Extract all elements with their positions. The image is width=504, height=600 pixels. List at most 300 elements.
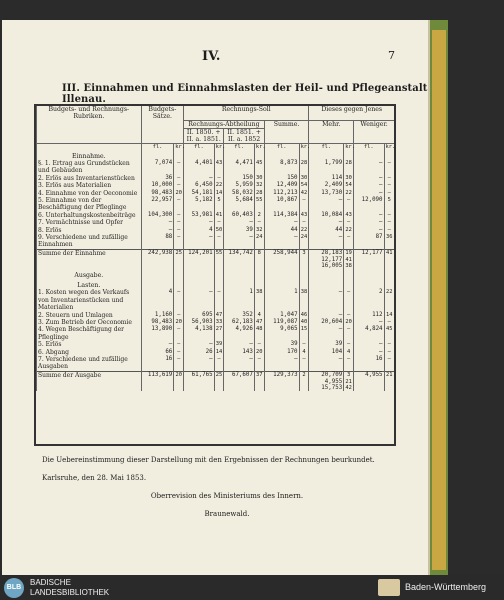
cell-b: 5,684 bbox=[224, 197, 255, 212]
cell-bk: 20 bbox=[175, 318, 182, 325]
section-lasten: Lasten. bbox=[37, 279, 142, 289]
cell-m: 20,604 bbox=[309, 319, 344, 326]
table-row bbox=[37, 356, 395, 371]
cell-s: 39 bbox=[264, 341, 299, 348]
cell-bk2: 55 bbox=[254, 197, 264, 212]
cell-b: — bbox=[224, 341, 255, 348]
cell-a: 695 bbox=[184, 312, 215, 319]
cell-bk: — bbox=[174, 341, 184, 348]
table-row bbox=[37, 234, 395, 249]
cell-sk: 15 bbox=[299, 326, 309, 341]
cell-budget: — bbox=[141, 219, 174, 226]
cell-budget: 4 bbox=[141, 289, 174, 311]
cell-bk: — bbox=[174, 219, 184, 226]
cell-m: — bbox=[309, 289, 344, 311]
cell-wk: — bbox=[384, 219, 394, 226]
cell-a: — bbox=[184, 341, 215, 348]
cell-mk: — bbox=[344, 289, 354, 311]
header-col-1851: II. 1851. + II. a. 1852 bbox=[224, 129, 264, 144]
header-rechnungs-soll: Rechnungs-Soll bbox=[184, 106, 309, 121]
cell-s: 9,065 bbox=[264, 326, 299, 341]
cell-w: 2 bbox=[354, 289, 385, 311]
cell-wk: 5 bbox=[384, 197, 394, 212]
row-description: 2. Steuern und Umlagen bbox=[37, 312, 142, 319]
cell-ak: — bbox=[214, 356, 224, 371]
cell-a: 56,903 bbox=[184, 319, 215, 326]
cell-s: 114,384 bbox=[264, 212, 299, 219]
cell-m: — bbox=[309, 326, 344, 341]
book-binding bbox=[432, 30, 446, 570]
cell-mk: 19 bbox=[345, 249, 352, 256]
cell-bk: — bbox=[174, 212, 184, 219]
cell-bk: — bbox=[174, 356, 184, 371]
cell-ak: 14 bbox=[215, 189, 223, 196]
cell-a: 54,181 bbox=[184, 190, 215, 197]
cell-bk2: 45 bbox=[254, 160, 264, 175]
cell-sk: 30 bbox=[300, 174, 308, 181]
row-description: Summe der Ausgabe bbox=[37, 371, 142, 379]
cell-budget: 66 bbox=[141, 349, 174, 356]
cell-ak: 5 bbox=[214, 197, 224, 212]
cell-bk2: 2 bbox=[254, 212, 264, 219]
table-row bbox=[37, 319, 395, 326]
cell-bk2: 8 bbox=[254, 249, 264, 257]
unit-kr: kr. bbox=[215, 144, 226, 150]
row-description: 6. Abgang bbox=[37, 349, 142, 356]
cell-mk: — bbox=[344, 234, 354, 249]
row-description: 3. Zum Betrieb der Oeconomie bbox=[37, 319, 142, 326]
cell-m: 28,183 bbox=[309, 249, 344, 257]
table-row bbox=[37, 289, 395, 311]
cell-a: 124,201 bbox=[184, 249, 215, 257]
header-col-1850: II. 1850. + II. a. 1851. bbox=[184, 129, 224, 144]
cell-budget: 88 bbox=[141, 234, 174, 249]
cell-ak: — bbox=[214, 219, 224, 226]
page-number: 7 bbox=[388, 49, 395, 62]
cell-wk: — bbox=[384, 227, 394, 234]
row-description: §. 1. Ertrag aus Grundstücken und Gebäuden bbox=[37, 160, 142, 175]
cell-a: 53,981 bbox=[184, 212, 215, 219]
cell-w: 4,955 bbox=[354, 371, 385, 379]
blb-name bbox=[30, 578, 109, 598]
table-row bbox=[37, 212, 395, 219]
bw-name: Baden-Württemberg bbox=[405, 582, 487, 592]
cell-ak: 55 bbox=[215, 249, 223, 256]
cell-a: — bbox=[184, 219, 215, 226]
cell-s: 170 bbox=[264, 349, 299, 356]
header-mehr: Mehr. bbox=[309, 121, 354, 144]
cell-budget: 13,890 bbox=[141, 326, 174, 341]
cell-ak: 43 bbox=[214, 160, 224, 175]
cell-mk: 4 bbox=[344, 349, 354, 356]
cell-m: 1,799 bbox=[309, 160, 344, 175]
cell-m: — bbox=[309, 219, 344, 226]
cell-sk: 43 bbox=[300, 211, 308, 218]
cell-bk2: 28 bbox=[256, 189, 263, 196]
table-row bbox=[37, 326, 395, 341]
cell-a: 5,182 bbox=[184, 197, 215, 212]
cell-b: 5,959 bbox=[224, 182, 255, 189]
cell-s: — bbox=[264, 219, 299, 226]
cell-budget: 22,957 bbox=[141, 197, 174, 212]
unit-fl: fl. bbox=[354, 144, 385, 151]
cell-ak: 50 bbox=[215, 226, 223, 233]
cell-mk: 54 bbox=[345, 182, 352, 189]
unit-fl: fl. bbox=[264, 144, 299, 151]
cell-w: 16 bbox=[354, 356, 385, 371]
cell-m: 4,955 bbox=[309, 379, 344, 385]
cell-budget: 1,160 bbox=[141, 312, 174, 319]
unit-fl: fl. bbox=[224, 144, 255, 151]
cell-mk: 30 bbox=[345, 174, 352, 181]
cell-w: — bbox=[354, 219, 385, 226]
cell-wk: — bbox=[384, 319, 394, 326]
cell-mk: 3 bbox=[344, 371, 354, 379]
cell-m: — bbox=[309, 197, 344, 212]
cell-a: 6,450 bbox=[184, 182, 215, 189]
cell-w: — bbox=[354, 175, 385, 182]
cell-bk2: — bbox=[254, 219, 264, 226]
cell-wk: — bbox=[384, 212, 394, 219]
cell-a: — bbox=[184, 356, 215, 371]
cell-mk: — bbox=[344, 356, 354, 371]
cell-bk: — bbox=[174, 227, 184, 234]
cell-budget: 36 bbox=[141, 175, 174, 182]
cell-s: — bbox=[264, 234, 299, 249]
cell-sk: — bbox=[299, 341, 309, 348]
cell-bk: — bbox=[174, 312, 184, 319]
cell-mk: 41 bbox=[345, 257, 352, 264]
row-description: 8. Erlös bbox=[37, 227, 142, 234]
row-description: Summe der Einnahme bbox=[37, 249, 142, 257]
cell-bk2: 30 bbox=[256, 174, 263, 181]
document-page bbox=[2, 20, 430, 575]
cell-s: — bbox=[264, 356, 299, 371]
cell-sk: 4 bbox=[299, 349, 309, 356]
cell-w: — bbox=[354, 212, 385, 219]
section-row bbox=[37, 269, 395, 279]
cell-mk: 38 bbox=[345, 263, 352, 270]
table-row bbox=[37, 175, 395, 182]
cell-bk: 25 bbox=[175, 249, 182, 256]
row-description: 1. Kosten wegen des Verkaufs von Inventarienstücken und Materialien bbox=[37, 289, 142, 311]
cell-sk: 3 bbox=[299, 249, 309, 257]
cell-wk: — bbox=[384, 160, 394, 175]
cell-m: — bbox=[309, 312, 344, 319]
cell-b: 134,742 bbox=[224, 249, 255, 257]
cell-wk: — bbox=[384, 182, 394, 189]
cell-bk: — bbox=[174, 197, 184, 212]
unit-kr: kr. bbox=[300, 144, 311, 150]
cell-bk2: 38 bbox=[254, 289, 264, 311]
row-description: 2. Erlös aus Inventarienstücken bbox=[37, 175, 142, 182]
cell-sk: 22 bbox=[300, 226, 308, 233]
cell-s: 44 bbox=[264, 227, 299, 234]
cell-bk: — bbox=[174, 349, 184, 356]
cell-bk: — bbox=[174, 160, 184, 175]
cell-s: 8,873 bbox=[264, 160, 299, 175]
cell-b: 352 bbox=[224, 312, 255, 319]
cell-sk: — bbox=[299, 197, 309, 212]
cell-mk: — bbox=[344, 312, 354, 319]
cell-bk: — bbox=[174, 326, 184, 341]
cell-b: 58,032 bbox=[224, 190, 255, 197]
cell-s: 129,373 bbox=[264, 371, 299, 379]
cell-wk: 22 bbox=[384, 289, 394, 311]
library-branding-bar bbox=[0, 575, 504, 600]
cell-w: — bbox=[354, 190, 385, 197]
cell-s: 1,047 bbox=[264, 312, 299, 319]
cell-a: 4,401 bbox=[184, 160, 215, 175]
cell-ak: — bbox=[214, 289, 224, 311]
cell-w: — bbox=[354, 160, 385, 175]
cell-budget: 113,619 bbox=[141, 371, 174, 379]
cell-a: — bbox=[184, 234, 215, 249]
row-description: 7. Verschiedene und zufällige Ausgaben bbox=[37, 356, 142, 371]
financial-table bbox=[34, 104, 396, 446]
cell-b: 67,607 bbox=[224, 371, 255, 379]
section-row bbox=[37, 279, 395, 289]
cell-mk: 22 bbox=[345, 226, 352, 233]
sum-row bbox=[37, 371, 395, 379]
row-description: 4. Wegen Beschäftigung der Pfleglinge bbox=[37, 326, 142, 341]
authority: Oberrevision des Ministeriums des Innern. bbox=[150, 492, 304, 500]
cell-a: 26 bbox=[184, 349, 215, 356]
cell-wk: 36 bbox=[384, 234, 394, 249]
row-description: 9. Verschiedene und zufällige Einnahmen bbox=[37, 234, 142, 249]
cell-w: 112 bbox=[354, 312, 385, 319]
cell-m: — bbox=[309, 356, 344, 371]
unit-fl: fl. bbox=[309, 144, 344, 151]
cell-ak: 14 bbox=[215, 348, 223, 355]
cell-m: — bbox=[309, 234, 344, 249]
cell-ak: 47 bbox=[215, 311, 223, 318]
cell-mk: 21 bbox=[345, 379, 352, 386]
cell-sk: 42 bbox=[300, 189, 308, 196]
cell-budget: 7,074 bbox=[141, 160, 174, 175]
cell-mk: 22 bbox=[345, 189, 352, 196]
cell-w: 12,177 bbox=[354, 249, 385, 257]
bw-coat-of-arms-icon bbox=[378, 579, 400, 596]
section-numeral: IV. bbox=[202, 49, 221, 64]
cell-wk: — bbox=[384, 175, 394, 182]
cell-bk: 20 bbox=[175, 189, 182, 196]
cell-s: 119,087 bbox=[264, 319, 299, 326]
cell-b: 150 bbox=[224, 175, 255, 182]
unit-fl: fl. bbox=[184, 144, 215, 151]
cell-b: — bbox=[224, 356, 255, 371]
cell-w: 87 bbox=[354, 234, 385, 249]
sum-row bbox=[37, 249, 395, 257]
cell-sk: 38 bbox=[299, 289, 309, 311]
cell-sk: 24 bbox=[299, 234, 309, 249]
cell-ak: 33 bbox=[215, 318, 223, 325]
document-footer bbox=[42, 456, 412, 528]
cell-budget: — bbox=[141, 227, 174, 234]
cell-b: 1 bbox=[224, 289, 255, 311]
cell-m: 39 bbox=[309, 341, 344, 348]
cell-budget: 16 bbox=[141, 356, 174, 371]
header-budget: Budgets-Sätze. bbox=[141, 106, 184, 144]
certification-note: Die Uebereinstimmung dieser Darstellung mit den Ergebnissen der Rechnungen beurkundet. bbox=[42, 456, 375, 464]
cell-bk2: 37 bbox=[256, 371, 263, 378]
cell-a: — bbox=[184, 175, 215, 182]
cell-bk2: 32 bbox=[256, 182, 263, 189]
cell-sk: 46 bbox=[300, 311, 308, 318]
cell-bk2: 32 bbox=[256, 226, 263, 233]
cell-budget: 104,300 bbox=[141, 212, 174, 219]
table-row bbox=[37, 341, 395, 348]
cell-s: 1 bbox=[264, 289, 299, 311]
cell-wk: — bbox=[384, 349, 394, 356]
cell-w: 4,824 bbox=[354, 326, 385, 341]
row-description: 6. Unterhaltungskostenbeiträge bbox=[37, 212, 142, 219]
cell-b: — bbox=[224, 234, 255, 249]
cell-b: 4,926 bbox=[224, 326, 255, 341]
cell-s: 112,213 bbox=[264, 190, 299, 197]
row-description: 5. Erlös bbox=[37, 341, 142, 348]
cell-sk: — bbox=[299, 219, 309, 226]
blb-logo: BLB bbox=[4, 578, 24, 598]
cell-bk2: — bbox=[254, 341, 264, 348]
page-title: III. Einnahmen und Einnahmslasten der Heil- und Pflegeanstalt Illenau. bbox=[62, 83, 428, 105]
cell-bk2: 4 bbox=[254, 312, 264, 319]
section-einnahme: Einnahme. bbox=[37, 150, 142, 160]
cell-wk: 14 bbox=[386, 311, 393, 318]
cell-mk: 20 bbox=[345, 318, 352, 325]
cell-mk: — bbox=[344, 219, 354, 226]
row-description: 7. Vermächtnisse und Opfer bbox=[37, 219, 142, 226]
cell-bk2: 20 bbox=[256, 348, 263, 355]
cell-bk2: 48 bbox=[254, 326, 264, 341]
cell-m: 104 bbox=[309, 349, 344, 356]
cell-wk: 45 bbox=[384, 326, 394, 341]
cell-w: 12,090 bbox=[354, 197, 385, 212]
cell-ak: — bbox=[214, 234, 224, 249]
cell-bk2: 47 bbox=[256, 318, 263, 325]
cell-a: — bbox=[184, 289, 215, 311]
cell-ak: — bbox=[214, 175, 224, 182]
cell-wk: 41 bbox=[386, 249, 393, 256]
cell-m: 20,709 bbox=[309, 371, 344, 379]
row-description: 4. Einnahme von der Oeconomie bbox=[37, 190, 142, 197]
table-row bbox=[37, 349, 395, 356]
cell-m: 2,409 bbox=[309, 182, 344, 189]
cell-b: — bbox=[224, 219, 255, 226]
row-description: 3. Erlös aus Materialien bbox=[37, 182, 142, 189]
cell-bk2: 24 bbox=[254, 234, 264, 249]
cell-s: 150 bbox=[264, 175, 299, 182]
cell-sk: 54 bbox=[300, 182, 308, 189]
cell-a: 4 bbox=[184, 227, 215, 234]
cell-ak: 27 bbox=[214, 326, 224, 341]
cell-w: — bbox=[354, 349, 385, 356]
cell-sk: 2 bbox=[299, 371, 309, 379]
blb-name-line1: BADISCHE bbox=[30, 578, 71, 587]
cell-m: 10,084 bbox=[309, 212, 344, 219]
cell-m: 44 bbox=[309, 227, 344, 234]
cell-bk2: — bbox=[254, 356, 264, 371]
cell-b: 4,471 bbox=[224, 160, 255, 175]
cell-m: 114 bbox=[309, 175, 344, 182]
cell-b: 143 bbox=[224, 349, 255, 356]
header-rubrik: Budgets- und Rechnungs-Rubriken. bbox=[37, 106, 142, 144]
cell-budget: 242,938 bbox=[141, 249, 174, 257]
cell-wk: — bbox=[384, 341, 394, 348]
cell-w: — bbox=[354, 341, 385, 348]
cell-m: 13,730 bbox=[309, 190, 344, 197]
cell-a: 61,765 bbox=[184, 371, 215, 379]
cell-m: 16,005 bbox=[309, 263, 344, 269]
blb-name-line2: LANDESBIBLIOTHEK bbox=[30, 588, 110, 597]
header-weniger: Weniger. bbox=[354, 121, 394, 144]
cell-ak: 25 bbox=[215, 371, 223, 378]
unit-kr: kr. bbox=[385, 144, 396, 150]
cell-budget: 98,483 bbox=[141, 319, 174, 326]
cell-bk: — bbox=[174, 289, 184, 311]
table-row bbox=[37, 227, 395, 234]
unit-kr: kr. bbox=[175, 144, 186, 150]
row-description: 5. Einnahme von der Beschäftigung der Pfleglinge bbox=[37, 197, 142, 212]
cell-mk: 43 bbox=[345, 211, 352, 218]
cell-bk: 20 bbox=[175, 371, 182, 378]
cell-w: — bbox=[354, 182, 385, 189]
cell-sk: 28 bbox=[299, 160, 309, 175]
cell-wk: 21 bbox=[386, 371, 393, 378]
header-dieses-gegen-jenes: Dieses gegen Jenes bbox=[309, 106, 394, 121]
cell-s: 10,867 bbox=[264, 197, 299, 212]
place-date: Karlsruhe, den 28. Mai 1853. bbox=[42, 474, 147, 482]
table-row bbox=[37, 197, 395, 212]
cell-w: — bbox=[354, 319, 385, 326]
cell-mk: 42 bbox=[345, 385, 352, 392]
signature: Braunewald. bbox=[204, 510, 250, 518]
cell-budget: 10,000 bbox=[141, 182, 174, 189]
table-row bbox=[37, 160, 395, 175]
cell-bk: — bbox=[174, 182, 184, 189]
cell-bk: — bbox=[174, 175, 184, 182]
cell-b: 60,403 bbox=[224, 212, 255, 219]
cell-b: 39 bbox=[224, 227, 255, 234]
cell-mk: — bbox=[344, 326, 354, 341]
table-row bbox=[37, 312, 395, 319]
cell-s: 258,944 bbox=[264, 249, 299, 257]
cell-s: 12,409 bbox=[264, 182, 299, 189]
cell-w: — bbox=[354, 227, 385, 234]
cell-bk: — bbox=[174, 234, 184, 249]
table-row bbox=[37, 219, 395, 226]
difference-row bbox=[37, 385, 395, 391]
header-rechnungs-abteilung: Rechnungs-Abtheilung bbox=[184, 121, 265, 129]
cell-b: 62,183 bbox=[224, 319, 255, 326]
table-row bbox=[37, 182, 395, 189]
cell-mk: 28 bbox=[344, 160, 354, 175]
cell-mk: — bbox=[344, 197, 354, 212]
cell-ak: 39 bbox=[215, 341, 223, 348]
section-ausgabe: Ausgabe. bbox=[37, 269, 142, 279]
cell-m: 12,177 bbox=[309, 257, 344, 263]
cell-wk: — bbox=[384, 190, 394, 197]
unit-kr: kr. bbox=[345, 144, 355, 150]
section-row bbox=[37, 150, 395, 160]
cell-m: 15,753 bbox=[309, 385, 344, 391]
cell-sk: 40 bbox=[300, 318, 308, 325]
cell-budget: — bbox=[141, 341, 174, 348]
table-row bbox=[37, 190, 395, 197]
cell-sk: — bbox=[299, 356, 309, 371]
unit-kr: kr. bbox=[255, 144, 266, 150]
cell-ak: 22 bbox=[215, 182, 223, 189]
